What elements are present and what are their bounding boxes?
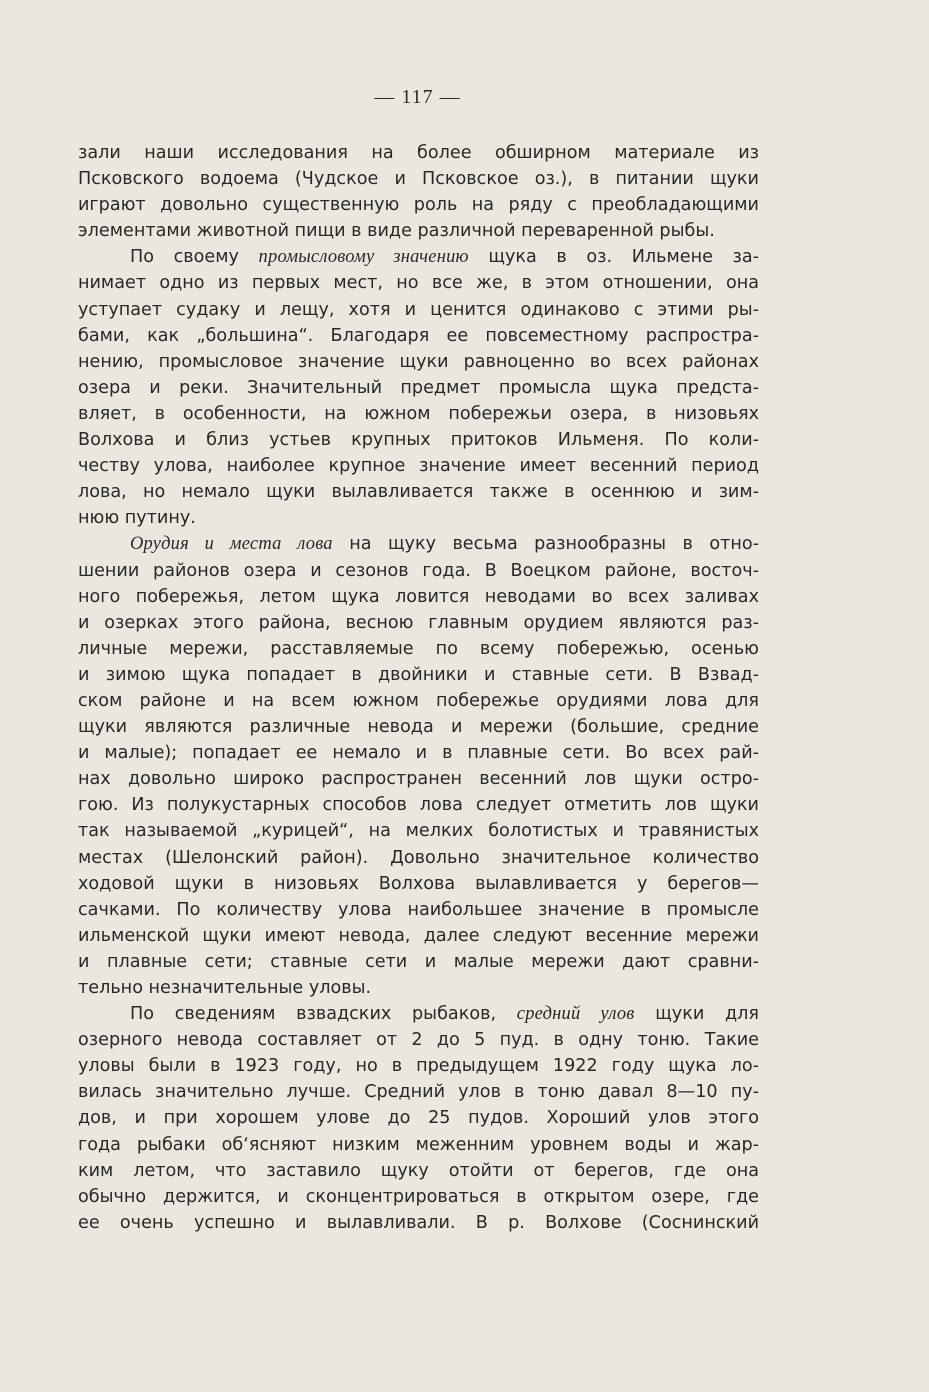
text-line	[78, 1105, 759, 1131]
text-segment: нению, промысловое значение щуки равноценно во всех районах	[78, 351, 759, 372]
text-line	[78, 244, 759, 270]
text-segment: и малые); попадает ее немало и в плавные сети. Во всех рай-	[78, 743, 759, 764]
text-segment: лова, но немало щуки вылавливается также в осеннюю и зим-	[78, 482, 759, 503]
text-line	[78, 1210, 759, 1236]
text-line	[78, 427, 759, 453]
text-line	[78, 166, 759, 192]
text-line	[78, 349, 759, 375]
text-segment: и озерках этого района, весною главным орудием являются раз-	[78, 612, 759, 633]
text-line	[78, 218, 759, 244]
text-segment: так называемой „курицей“, на мелких болотистых и травянистых	[78, 821, 759, 842]
text-segment: озера и реки. Значительный предмет промысла щука предста-	[78, 377, 759, 398]
text-segment: и плавные сети; ставные сети и малые мережи дают сравни-	[78, 951, 759, 972]
text-segment: личные мережи, расставляемые по всему побережью, осенью	[78, 638, 759, 659]
text-segment: зали наши исследования на более обширном материале из	[78, 143, 759, 163]
text-line	[78, 401, 759, 427]
text-segment: уловы были в 1923 году, но в предыдущем 1922 году щука ло-	[78, 1056, 759, 1077]
text-line	[78, 845, 759, 871]
text-line	[78, 949, 759, 975]
text-line	[78, 505, 759, 531]
text-line	[78, 1158, 759, 1184]
text-segment: По сведениям взвадских рыбаков,	[130, 1004, 517, 1025]
text-segment: честву улова, наиболее крупное значение имеет весенний период	[78, 456, 759, 477]
text-segment: обычно держится, и сконцентрироваться в открытом озере, где	[78, 1186, 759, 1207]
paragraph	[78, 531, 759, 1001]
page-number: — 117 —	[374, 86, 461, 108]
text-line	[78, 584, 759, 610]
text-line	[78, 688, 759, 714]
text-line	[78, 792, 759, 818]
text-segment: играют довольно существенную роль на ряду с преобладающими	[78, 195, 759, 216]
text-line	[78, 818, 759, 844]
body-text	[78, 140, 759, 1236]
text-line	[78, 610, 759, 636]
text-line	[78, 479, 759, 505]
italic-emphasis: промысловому значению	[258, 247, 469, 268]
text-segment: озерного невода составляет от 2 до 5 пуд. в одну тоню. Такие	[78, 1030, 759, 1051]
text-segment: щуки являются различные невода и мережи (большие, средние	[78, 717, 759, 738]
text-line	[78, 714, 759, 740]
text-line	[78, 1001, 759, 1027]
text-segment: ким летом, что заставило щуку отойти от берегов, где она	[78, 1160, 759, 1181]
text-line	[78, 140, 759, 166]
text-segment: нимает одно из первых мест, но все же, в этом отношении, она	[78, 273, 759, 294]
text-line	[78, 1132, 759, 1158]
text-line	[78, 1184, 759, 1210]
text-segment: элементами животной пищи в виде различной переваренной рыбы.	[78, 221, 715, 242]
text-segment: и зимою щука попадает в двойники и ставные сети. В Взвад-	[78, 664, 759, 685]
text-segment: ильменской щуки имеют невода, далее следуют весенние мережи	[78, 925, 759, 946]
paragraph	[78, 140, 759, 244]
text-line	[78, 1053, 759, 1079]
text-line	[78, 923, 759, 949]
text-segment: щуки для	[634, 1004, 759, 1025]
paragraph	[78, 1001, 759, 1236]
text-segment: ного побережья, летом щука ловится неводами во всех заливах	[78, 586, 759, 607]
text-segment: По своему	[130, 247, 259, 268]
text-segment: уступает судаку и лещу, хотя и ценится одинаково с этими ры-	[78, 299, 759, 320]
text-line	[78, 558, 759, 584]
text-line	[78, 662, 759, 688]
text-line	[78, 375, 759, 401]
text-segment: бами, как „большина“. Благодаря ее повсеместному распростра-	[78, 325, 759, 346]
text-line	[78, 270, 759, 296]
text-segment: гою. Из полукустарных способов лова следует отметить лов щуки	[78, 795, 759, 816]
text-line	[78, 192, 759, 218]
text-line	[78, 897, 759, 923]
text-segment: нюю путину.	[78, 508, 196, 529]
text-line	[78, 297, 759, 323]
text-line	[78, 1079, 759, 1105]
text-line	[78, 871, 759, 897]
text-line	[78, 531, 759, 557]
text-segment: на щуку весьма разнообразны в отно-	[332, 534, 759, 555]
text-segment: ском районе и на всем южном побережье орудиями лова для	[78, 690, 759, 711]
text-segment: дов, и при хорошем улове до 25 пудов. Хороший улов этого	[78, 1108, 759, 1129]
paragraph	[78, 244, 759, 531]
text-segment: Волхова и близ устьев крупных притоков Ильменя. По коли-	[78, 430, 759, 451]
text-segment: сачками. По количеству улова наибольшее значение в промысле	[78, 899, 759, 920]
text-segment: нах довольно широко распространен весенний лов щуки остро-	[78, 769, 759, 790]
italic-emphasis: Орудия и места лова	[130, 534, 333, 555]
text-segment: ее очень успешно и вылавливали. В р. Волхове (Соснинский	[78, 1212, 759, 1233]
text-line	[78, 1027, 759, 1053]
text-line	[78, 740, 759, 766]
text-line	[78, 453, 759, 479]
text-line	[78, 975, 759, 1001]
text-segment: года рыбаки об‘ясняют низким меженним уровнем воды и жар-	[78, 1134, 759, 1155]
text-line	[78, 323, 759, 349]
text-segment: шении районов озера и сезонов года. В Воецком районе, восточ-	[78, 560, 759, 581]
italic-emphasis: средний улов	[516, 1004, 635, 1025]
text-segment: местах (Шелонский район). Довольно значительное количество	[78, 847, 759, 868]
text-segment: щука в оз. Ильмене за-	[468, 247, 760, 268]
text-segment: вилась значительно лучше. Средний улов в тоню давал 8—10 пу-	[78, 1082, 759, 1103]
text-segment: ходовой щуки в низовьях Волхова вылавливается у берегов—	[78, 873, 759, 894]
text-segment: вляет, в особенности, на южном побережьи озера, в низовьях	[78, 403, 759, 424]
text-segment: Псковского водоема (Чудское и Псковское оз.), в питании щуки	[78, 169, 759, 190]
text-line	[78, 766, 759, 792]
text-line	[78, 636, 759, 662]
text-segment: тельно незначительные уловы.	[78, 978, 372, 998]
